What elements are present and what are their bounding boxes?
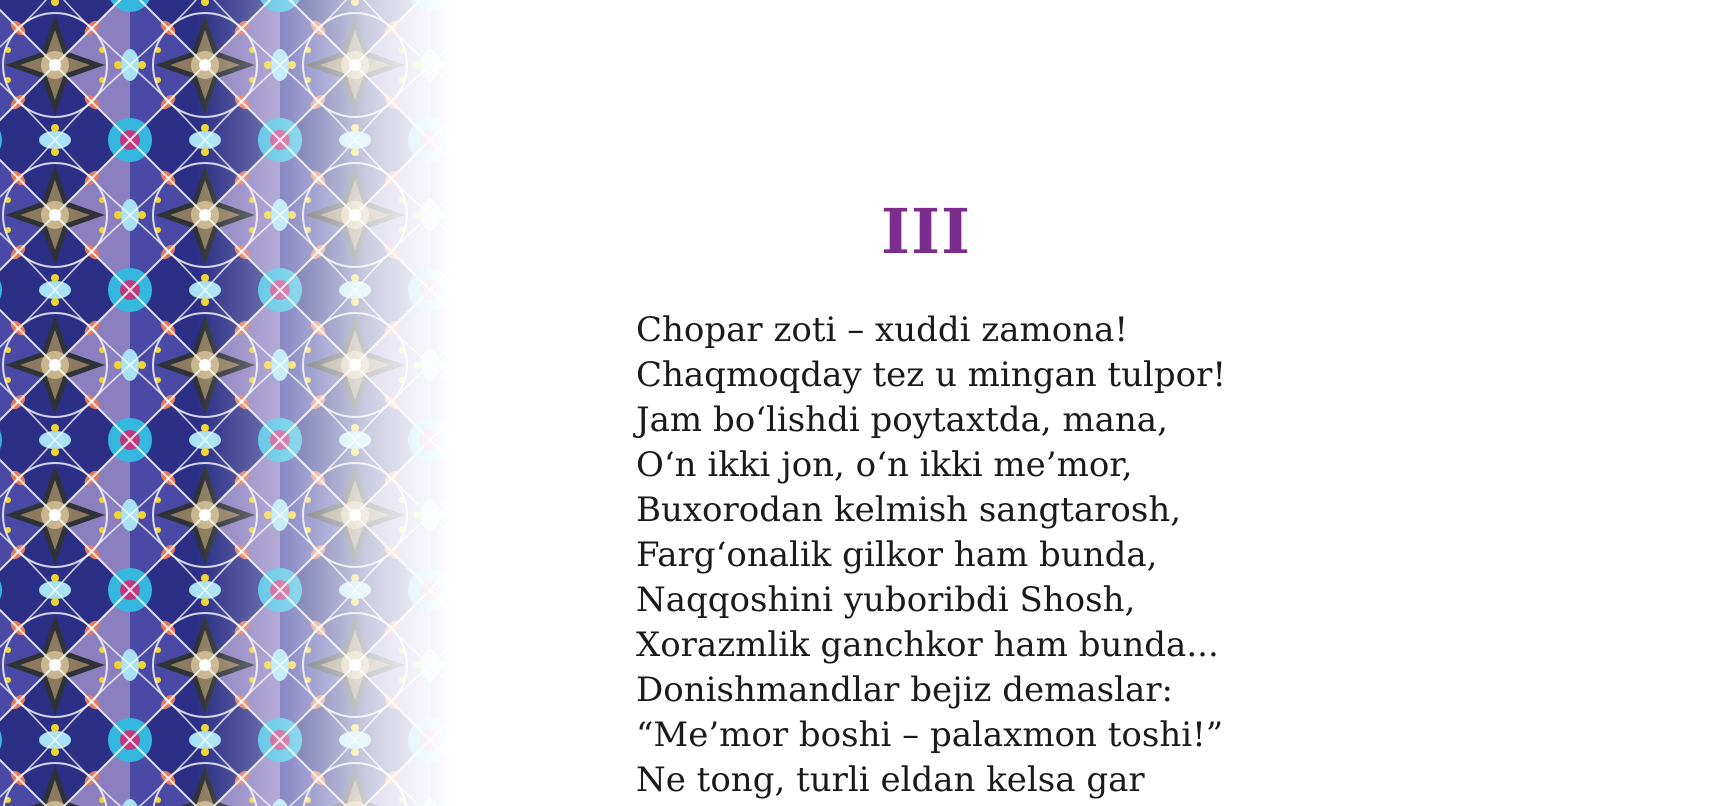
poem-line: Ne tong, turli eldan kelsa gar bbox=[636, 760, 1145, 800]
ornament-fade bbox=[0, 0, 470, 806]
poem-line: “Me’mor boshi – palaxmon toshi!” bbox=[636, 715, 1224, 755]
poem-line: Chopar zoti – xuddi zamona! bbox=[636, 310, 1129, 350]
ornament-border bbox=[0, 0, 470, 806]
poem-line: Xorazmlik ganchkor ham bunda... bbox=[636, 625, 1219, 665]
chapter-number: III bbox=[880, 195, 971, 268]
poem-line: Farg‘onalik gilkor ham bunda, bbox=[636, 535, 1158, 575]
poem-stanza bbox=[636, 308, 1226, 803]
poem-line: Donishmandlar bejiz demaslar: bbox=[636, 670, 1173, 710]
poem-line: Jam bo‘lishdi poytaxtda, mana, bbox=[636, 400, 1168, 440]
poem-line: O‘n ikki jon, o‘n ikki me’mor, bbox=[636, 445, 1133, 485]
poem-line: Chaqmoqday tez u mingan tulpor! bbox=[636, 355, 1227, 395]
poem-line: Buxorodan kelmish sangtarosh, bbox=[636, 490, 1182, 530]
poem-line: Naqqoshini yuboribdi Shosh, bbox=[636, 580, 1136, 620]
